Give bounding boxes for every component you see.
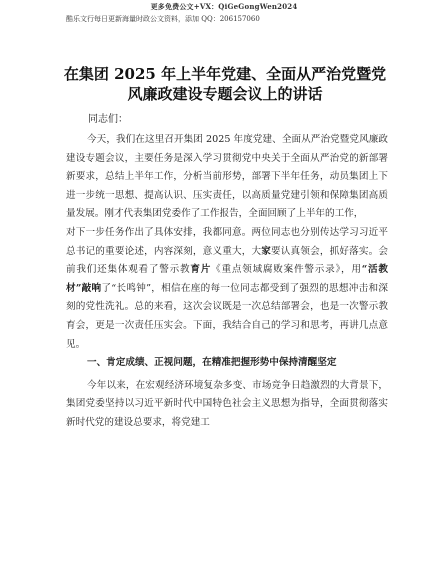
paragraph-2-part-a: 对下一步任务作出了具体安排，我都同意。两位同志也分别传达学习习近平总书记的重要论述，内容深刻，意义重大，大 — [66, 226, 388, 257]
paragraph-2-bold-c: “活教材”敲响 — [66, 264, 389, 294]
document-title: 在集团 2025 年上半年党建、全面从严治党暨党风廉政建设专题会议上的讲话 — [63, 65, 387, 103]
paragraph-2-part-g: 了“长鸣钟”，相信在座的每一位同志都受到了强烈的思想冲击和深刻的党性洗礼。总的来看，这次会议既是一次总结部署会，也是一次警示教育会，更是一次责任压实会。下面，我结合自己的学习和思考，再讲几点意见。 — [66, 282, 388, 350]
document-body — [66, 131, 388, 433]
paragraph-2-bold-b: 育片 — [190, 264, 212, 276]
paragraph-2-part-e: 《重点领域腐败案件警示录》，用 — [211, 264, 362, 276]
section-heading-1: 一、肯定成绩、正视问题，在精准把握形势中保持清醒坚定 — [87, 357, 337, 369]
greeting: 同志们： — [88, 114, 128, 125]
paragraph-2-part-c: 要认真领会，抓好落实。会前我们还集体观看了警示教 — [66, 245, 389, 276]
paragraph-1: 今天，我们在这里召开集团 2025 年度党建、全面从严治党暨党风廉政建设专题会议，主要任务是深入学习贯彻党中央关于全面从严治党的新部署新要求，总结上半年工作，分析当前形势，部署下半年任务，动员集团上下进一步统一思想、提高认识、压实责任，以高质量党建引领和保障集团高质量发展。刚才代表集团党委作了工作报告，全面回顾了上半年的工作， — [66, 134, 388, 220]
paragraph-2-bold-a: 家 — [261, 245, 272, 257]
header-promo-line: 更多免费公文+VX：QiGeGongWen2024 — [150, 2, 298, 11]
paragraph-2 — [66, 224, 388, 354]
paragraph-3: 今年以来，在宏观经济环境复杂多变、市场竞争日趋激烈的大背景下，集团党委坚持以习近平新时代中国特色社会主义思想为指导，全面贯彻落实新时代党的建设总要求，将党建工 — [66, 379, 388, 428]
header-sub-line: 酷乐文行每日更新海量时政公文资料，添加 QQ：206157060 — [66, 15, 260, 23]
